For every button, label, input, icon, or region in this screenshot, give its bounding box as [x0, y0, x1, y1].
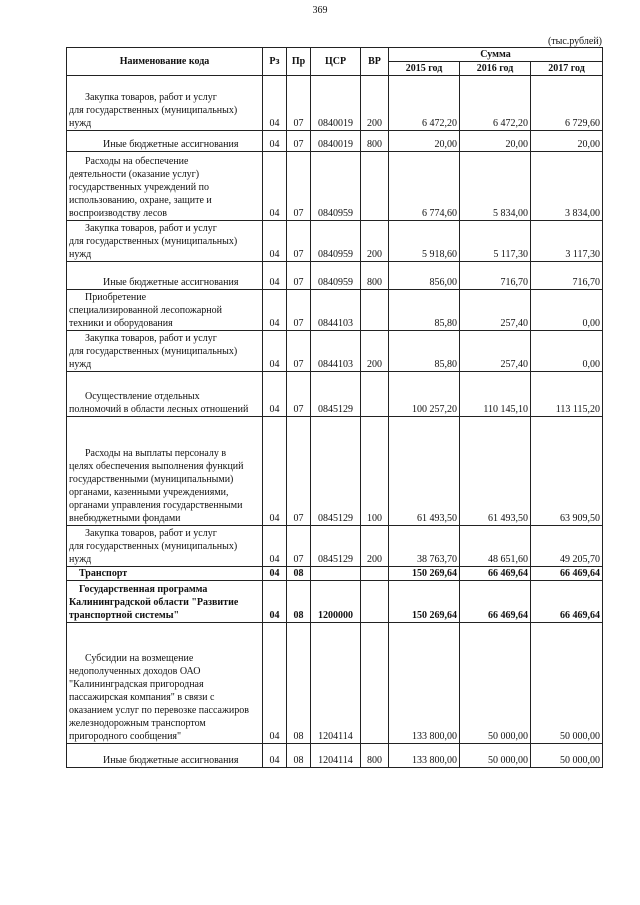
table-row — [67, 290, 603, 331]
table-row — [67, 623, 603, 744]
cell-vr: 200 — [361, 331, 389, 372]
cell-y2016: 6 472,20 — [460, 76, 531, 131]
cell-y2017: 716,70 — [531, 262, 603, 290]
row-name-line: для государственных (муниципальных) — [69, 105, 238, 116]
row-name-line: полномочий в области лесных отношений — [69, 404, 249, 415]
row-name-line: государственных учреждений по — [69, 182, 209, 193]
cell-y2015: 6 472,20 — [389, 76, 460, 131]
cell-y2016: 716,70 — [460, 262, 531, 290]
cell-y2015: 85,80 — [389, 331, 460, 372]
row-name-line: Закупка товаров, работ и услуг — [85, 528, 217, 539]
row-name-line: Осуществление отдельных — [85, 391, 200, 402]
cell-pr: 08 — [287, 623, 311, 744]
row-name-line: пассажирская компания" в связи с — [69, 692, 215, 703]
cell-csr: 0840959 — [311, 152, 361, 221]
cell-vr: 100 — [361, 417, 389, 526]
cell-rz: 04 — [263, 567, 287, 581]
cell-y2016: 66 469,64 — [460, 581, 531, 623]
cell-rz: 04 — [263, 331, 287, 372]
units-label: (тыс.рублей) — [547, 36, 602, 47]
table-row — [67, 372, 603, 417]
row-name-line: нужд — [69, 359, 92, 370]
cell-y2015: 6 774,60 — [389, 152, 460, 221]
cell-rz: 04 — [263, 623, 287, 744]
row-name — [67, 262, 263, 290]
header-name: Наименование кода — [67, 48, 263, 76]
cell-vr: 800 — [361, 131, 389, 152]
cell-y2015: 150 269,64 — [389, 567, 460, 581]
row-name — [67, 526, 263, 567]
cell-pr: 07 — [287, 417, 311, 526]
cell-csr: 1204114 — [311, 744, 361, 768]
row-name-line: "Калининградская пригородная — [69, 679, 204, 690]
row-name-line: Иные бюджетные ассигнования — [103, 755, 239, 766]
row-name — [67, 417, 263, 526]
cell-vr — [361, 581, 389, 623]
cell-y2017: 0,00 — [531, 290, 603, 331]
row-name — [67, 744, 263, 768]
row-name-line: оказанием услуг по перевозке пассажиров — [69, 705, 249, 716]
row-name-line: для государственных (муниципальных) — [69, 541, 238, 552]
row-name — [67, 152, 263, 221]
cell-csr: 0844103 — [311, 290, 361, 331]
cell-y2017: 3 834,00 — [531, 152, 603, 221]
cell-y2015: 100 257,20 — [389, 372, 460, 417]
row-name-line: Иные бюджетные ассигнования — [103, 277, 239, 288]
table-row — [67, 331, 603, 372]
cell-csr: 1200000 — [311, 581, 361, 623]
row-name — [67, 290, 263, 331]
row-name-line: Калининградской области "Развитие — [69, 597, 239, 608]
cell-y2015: 61 493,50 — [389, 417, 460, 526]
row-name-line: Закупка товаров, работ и услуг — [85, 92, 217, 103]
header-rz: Рз — [263, 48, 287, 76]
row-name-line: органами, казенными учреждениями, — [69, 487, 229, 498]
row-name-line: нужд — [69, 118, 92, 129]
cell-rz: 04 — [263, 290, 287, 331]
cell-y2015: 38 763,70 — [389, 526, 460, 567]
cell-y2017: 49 205,70 — [531, 526, 603, 567]
table-row — [67, 131, 603, 152]
cell-pr: 08 — [287, 581, 311, 623]
row-name-line: Расходы на обеспечение — [85, 156, 189, 167]
row-name-line: Транспорт — [79, 568, 128, 579]
cell-y2017: 66 469,64 — [531, 567, 603, 581]
row-name-line: пригородного сообщения" — [69, 731, 182, 742]
cell-pr: 07 — [287, 262, 311, 290]
cell-y2015: 85,80 — [389, 290, 460, 331]
page-number: 369 — [312, 5, 328, 16]
cell-csr — [311, 567, 361, 581]
cell-y2017: 20,00 — [531, 131, 603, 152]
cell-y2015: 5 918,60 — [389, 221, 460, 262]
cell-csr: 0844103 — [311, 331, 361, 372]
row-name — [67, 131, 263, 152]
table-row — [67, 221, 603, 262]
budget-body — [67, 76, 603, 768]
cell-y2016: 66 469,64 — [460, 567, 531, 581]
row-name-line: Иные бюджетные ассигнования — [103, 139, 239, 150]
row-name-line: использованию, охране, защите и — [69, 195, 212, 206]
cell-y2017: 50 000,00 — [531, 623, 603, 744]
cell-y2015: 133 800,00 — [389, 744, 460, 768]
row-name-line: государственными (муниципальными) — [69, 474, 234, 485]
cell-vr: 800 — [361, 262, 389, 290]
cell-vr: 800 — [361, 744, 389, 768]
budget-table — [66, 47, 603, 768]
header-2016: 2016 год — [460, 62, 531, 76]
row-name — [67, 567, 263, 581]
cell-csr: 0840959 — [311, 221, 361, 262]
row-name-line: воспроизводству лесов — [69, 208, 167, 219]
row-name-line: внебюджетными фондами — [69, 513, 181, 524]
cell-rz: 04 — [263, 744, 287, 768]
cell-y2016: 50 000,00 — [460, 744, 531, 768]
row-name — [67, 76, 263, 131]
cell-y2015: 20,00 — [389, 131, 460, 152]
cell-pr: 07 — [287, 372, 311, 417]
cell-csr: 1204114 — [311, 623, 361, 744]
cell-csr: 0840019 — [311, 131, 361, 152]
cell-rz: 04 — [263, 417, 287, 526]
cell-csr: 0840959 — [311, 262, 361, 290]
header-vr: ВР — [361, 48, 389, 76]
cell-y2016: 20,00 — [460, 131, 531, 152]
cell-pr: 07 — [287, 131, 311, 152]
row-name-line: целях обеспечения выполнения функций — [69, 461, 244, 472]
cell-pr: 07 — [287, 221, 311, 262]
cell-vr: 200 — [361, 526, 389, 567]
cell-csr: 0845129 — [311, 372, 361, 417]
cell-pr: 07 — [287, 526, 311, 567]
row-name-line: для государственных (муниципальных) — [69, 346, 238, 357]
cell-pr: 07 — [287, 290, 311, 331]
row-name-line: Расходы на выплаты персоналу в — [85, 448, 227, 459]
header-csr: ЦСР — [311, 48, 361, 76]
cell-pr: 07 — [287, 331, 311, 372]
row-name-line: деятельности (оказание услуг) — [69, 169, 200, 180]
cell-rz: 04 — [263, 581, 287, 623]
row-name — [67, 372, 263, 417]
cell-y2017: 3 117,30 — [531, 221, 603, 262]
row-name-line: специализированной лесопожарной — [69, 305, 222, 316]
header-2015: 2015 год — [389, 62, 460, 76]
cell-rz: 04 — [263, 152, 287, 221]
cell-vr — [361, 152, 389, 221]
row-name — [67, 221, 263, 262]
cell-y2017: 66 469,64 — [531, 581, 603, 623]
table-row — [67, 152, 603, 221]
row-name-line: техники и оборудования — [69, 318, 173, 329]
cell-csr: 0845129 — [311, 417, 361, 526]
header-sum: Сумма — [389, 48, 603, 62]
table-row — [67, 76, 603, 131]
cell-y2016: 61 493,50 — [460, 417, 531, 526]
cell-pr: 08 — [287, 567, 311, 581]
header-2017: 2017 год — [531, 62, 603, 76]
cell-vr — [361, 623, 389, 744]
cell-pr: 07 — [287, 76, 311, 131]
cell-y2017: 6 729,60 — [531, 76, 603, 131]
row-name-line: органами управления государственными — [69, 500, 243, 511]
table-row — [67, 567, 603, 581]
cell-y2016: 110 145,10 — [460, 372, 531, 417]
row-name — [67, 331, 263, 372]
cell-y2016: 5 117,30 — [460, 221, 531, 262]
cell-csr: 0840019 — [311, 76, 361, 131]
cell-vr: 200 — [361, 221, 389, 262]
row-name-line: нужд — [69, 554, 92, 565]
row-name — [67, 623, 263, 744]
row-name-line: Государственная программа — [79, 584, 208, 595]
row-name-line: нужд — [69, 249, 92, 260]
cell-csr: 0845129 — [311, 526, 361, 567]
cell-y2016: 50 000,00 — [460, 623, 531, 744]
row-name-line: Приобретение — [85, 292, 147, 303]
cell-y2017: 63 909,50 — [531, 417, 603, 526]
row-name-line: недополученных доходов ОАО — [69, 666, 201, 677]
row-name-line: Субсидии на возмещение — [85, 653, 194, 664]
cell-y2016: 257,40 — [460, 290, 531, 331]
cell-rz: 04 — [263, 131, 287, 152]
cell-y2017: 113 115,20 — [531, 372, 603, 417]
cell-rz: 04 — [263, 221, 287, 262]
cell-y2015: 856,00 — [389, 262, 460, 290]
row-name-line: транспортной системы" — [69, 610, 180, 621]
table-row — [67, 417, 603, 526]
cell-rz: 04 — [263, 372, 287, 417]
cell-y2017: 0,00 — [531, 331, 603, 372]
row-name-line: Закупка товаров, работ и услуг — [85, 223, 217, 234]
cell-y2015: 133 800,00 — [389, 623, 460, 744]
cell-pr: 08 — [287, 744, 311, 768]
table-row — [67, 262, 603, 290]
row-name-line: железнодорожным транспортом — [69, 718, 206, 729]
cell-y2016: 48 651,60 — [460, 526, 531, 567]
row-name-line: Закупка товаров, работ и услуг — [85, 333, 217, 344]
cell-y2016: 5 834,00 — [460, 152, 531, 221]
cell-vr — [361, 372, 389, 417]
cell-rz: 04 — [263, 76, 287, 131]
cell-vr — [361, 290, 389, 331]
cell-rz: 04 — [263, 262, 287, 290]
cell-vr: 200 — [361, 76, 389, 131]
cell-vr — [361, 567, 389, 581]
cell-pr: 07 — [287, 152, 311, 221]
header-pr: Пр — [287, 48, 311, 76]
table-row — [67, 744, 603, 768]
table-row — [67, 526, 603, 567]
cell-y2016: 257,40 — [460, 331, 531, 372]
cell-y2017: 50 000,00 — [531, 744, 603, 768]
row-name-line: для государственных (муниципальных) — [69, 236, 238, 247]
cell-rz: 04 — [263, 526, 287, 567]
table-row — [67, 581, 603, 623]
row-name — [67, 581, 263, 623]
cell-y2015: 150 269,64 — [389, 581, 460, 623]
